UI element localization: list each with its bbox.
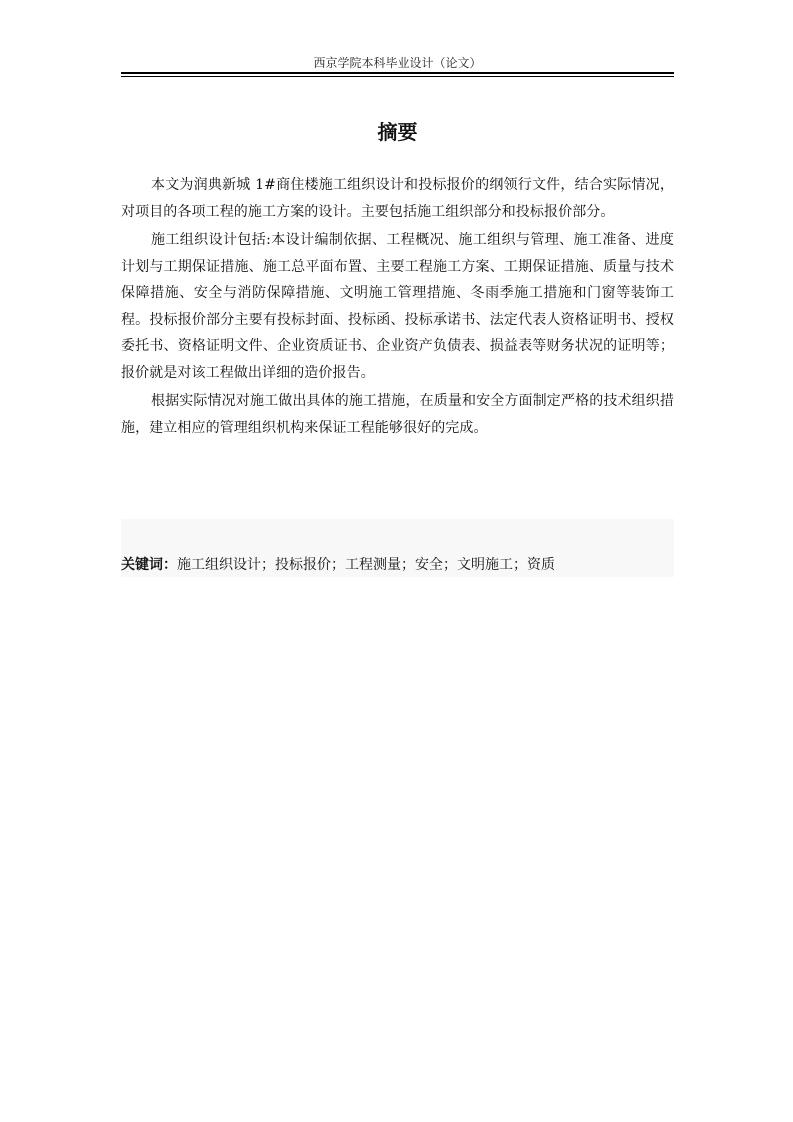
keywords-label: 关键词：: [121, 557, 177, 573]
keywords-text: 施工组织设计；投标报价；工程测量；安全；文明施工；资质: [177, 557, 555, 573]
abstract-title: 摘要: [377, 120, 418, 144]
running-header: [121, 55, 674, 71]
running-header-title: 西京学院本科毕业设计（论文）: [313, 56, 482, 70]
header-rule-thick: [121, 72, 674, 74]
abstract-paragraph-2: 施工组织设计包括:本设计编制依据、工程概况、施工组织与管理、施工准备、进度计划与工期保证措施、施工总平面布置、主要工程施工方案、工期保证措施、质量与技术保障措施、安全与消防保障措施、文明施工管理措施、冬雨季施工措施和门窗等装饰工程。投标报价部分主要有投标封面、投标函、投标承诺书、法定代表人资格证明书、授权委托书、资格证明文件、企业资质证书、企业资产负债表、损益表等财务状况的证明等；报价就是对该工程做出详细的造价报告。: [121, 232, 674, 381]
abstract-paragraph-1: 本文为润典新城 1#商住楼施工组织设计和投标报价的纲领行文件，结合实际情况，对项目的各项工程的施工方案的设计。主要包括施工组织部分和投标报价部分。: [121, 177, 674, 220]
abstract-body: [121, 172, 674, 443]
abstract-paragraph-3: 根据实际情况对施工做出具体的施工措施，在质量和安全方面制定严格的技术组织措施，建立相应的管理组织机构来保证工程能够很好的完成。: [121, 393, 674, 436]
keywords-line: [121, 554, 674, 576]
header-rule-thin: [121, 76, 674, 77]
